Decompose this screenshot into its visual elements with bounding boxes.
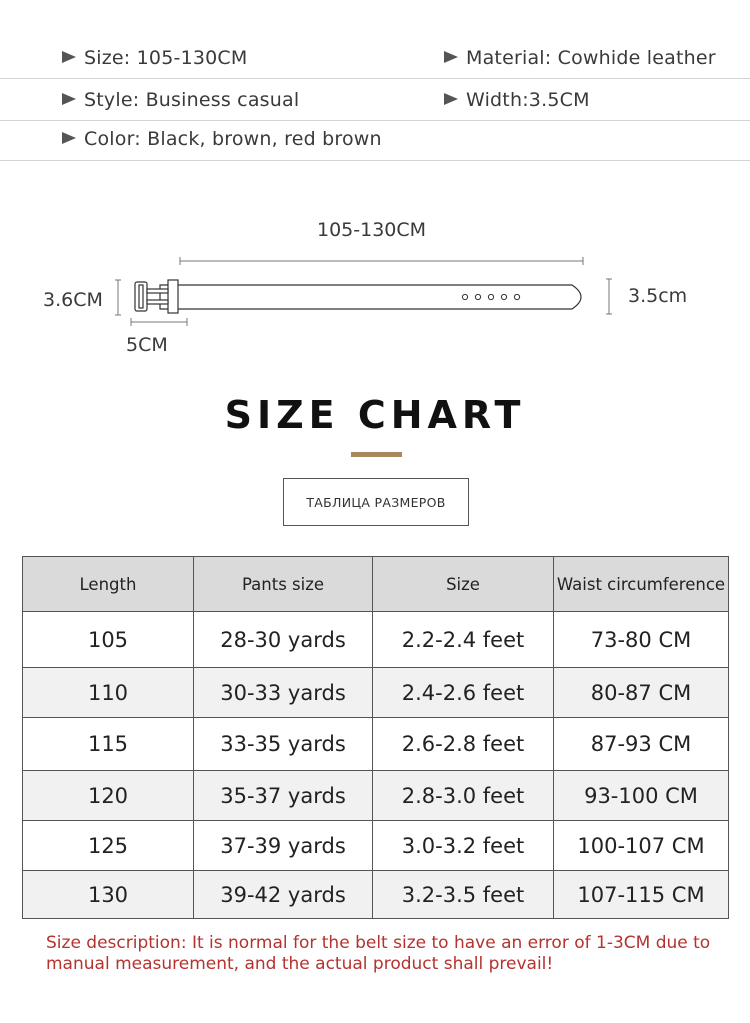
belt-diagram xyxy=(0,0,750,360)
cell-size: 2.4-2.6 feet xyxy=(373,668,554,718)
table-row xyxy=(23,668,729,718)
length-dimension-line xyxy=(180,257,583,265)
size-note: Size description: It is normal for the belt size to have an error of 1-3CM due to manual measurement, and the actual product shall prevail! xyxy=(46,933,711,974)
page-title: SIZE CHART xyxy=(224,393,526,437)
height-dimension-line xyxy=(115,280,121,315)
belt-buckle xyxy=(135,280,178,313)
cell-waist: 80-87 CM xyxy=(554,668,729,718)
buckle-height-label: 3.6CM xyxy=(43,289,103,311)
table-row xyxy=(23,612,729,668)
russian-label: ТАБЛИЦА РАЗМЕРОВ xyxy=(306,494,446,510)
cell-waist: 107-115 CM xyxy=(554,871,729,919)
cell-pants-size: 35-37 yards xyxy=(194,771,373,821)
russian-label-box xyxy=(283,478,469,526)
cell-pants-size: 39-42 yards xyxy=(194,871,373,919)
header-waist: Waist circumference xyxy=(554,557,729,612)
cell-length: 125 xyxy=(23,821,194,871)
cell-size: 2.8-3.0 feet xyxy=(373,771,554,821)
strap-width-label: 3.5cm xyxy=(628,285,688,307)
header-size: Size xyxy=(373,557,554,612)
header-length: Length xyxy=(23,557,194,612)
cell-pants-size: 30-33 yards xyxy=(194,668,373,718)
cell-length: 115 xyxy=(23,718,194,771)
cell-length: 105 xyxy=(23,612,194,668)
spec-width-text: Width:3.5CM xyxy=(466,89,590,111)
length-label: 105-130CM xyxy=(317,219,427,241)
table-row xyxy=(23,821,729,871)
cell-size: 3.2-3.5 feet xyxy=(373,871,554,919)
spec-color-text: Color: Black, brown, red brown xyxy=(84,128,382,150)
cell-size: 2.2-2.4 feet xyxy=(373,612,554,668)
strap-dimension-line xyxy=(606,279,612,314)
cell-pants-size: 33-35 yards xyxy=(194,718,373,771)
cell-pants-size: 28-30 yards xyxy=(194,612,373,668)
spec-material-text: Material: Cowhide leather xyxy=(466,47,716,69)
header-pants-size: Pants size xyxy=(194,557,373,612)
title-underline xyxy=(351,452,402,457)
cell-pants-size: 37-39 yards xyxy=(194,821,373,871)
table-row xyxy=(23,771,729,821)
table-row xyxy=(23,718,729,771)
cell-size: 2.6-2.8 feet xyxy=(373,718,554,771)
cell-waist: 100-107 CM xyxy=(554,821,729,871)
cell-length: 120 xyxy=(23,771,194,821)
spec-size-text: Size: 105-130CM xyxy=(84,47,248,69)
buckle-width-label: 5CM xyxy=(126,334,168,356)
cell-waist: 73-80 CM xyxy=(554,612,729,668)
size-table xyxy=(22,556,729,919)
cell-length: 110 xyxy=(23,668,194,718)
cell-waist: 87-93 CM xyxy=(554,718,729,771)
buckle-width-dimension-line xyxy=(131,318,187,326)
table-row xyxy=(23,871,729,919)
cell-length: 130 xyxy=(23,871,194,919)
cell-size: 3.0-3.2 feet xyxy=(373,821,554,871)
table-header-row xyxy=(23,557,729,612)
spec-style-text: Style: Business casual xyxy=(84,89,300,111)
cell-waist: 93-100 CM xyxy=(554,771,729,821)
